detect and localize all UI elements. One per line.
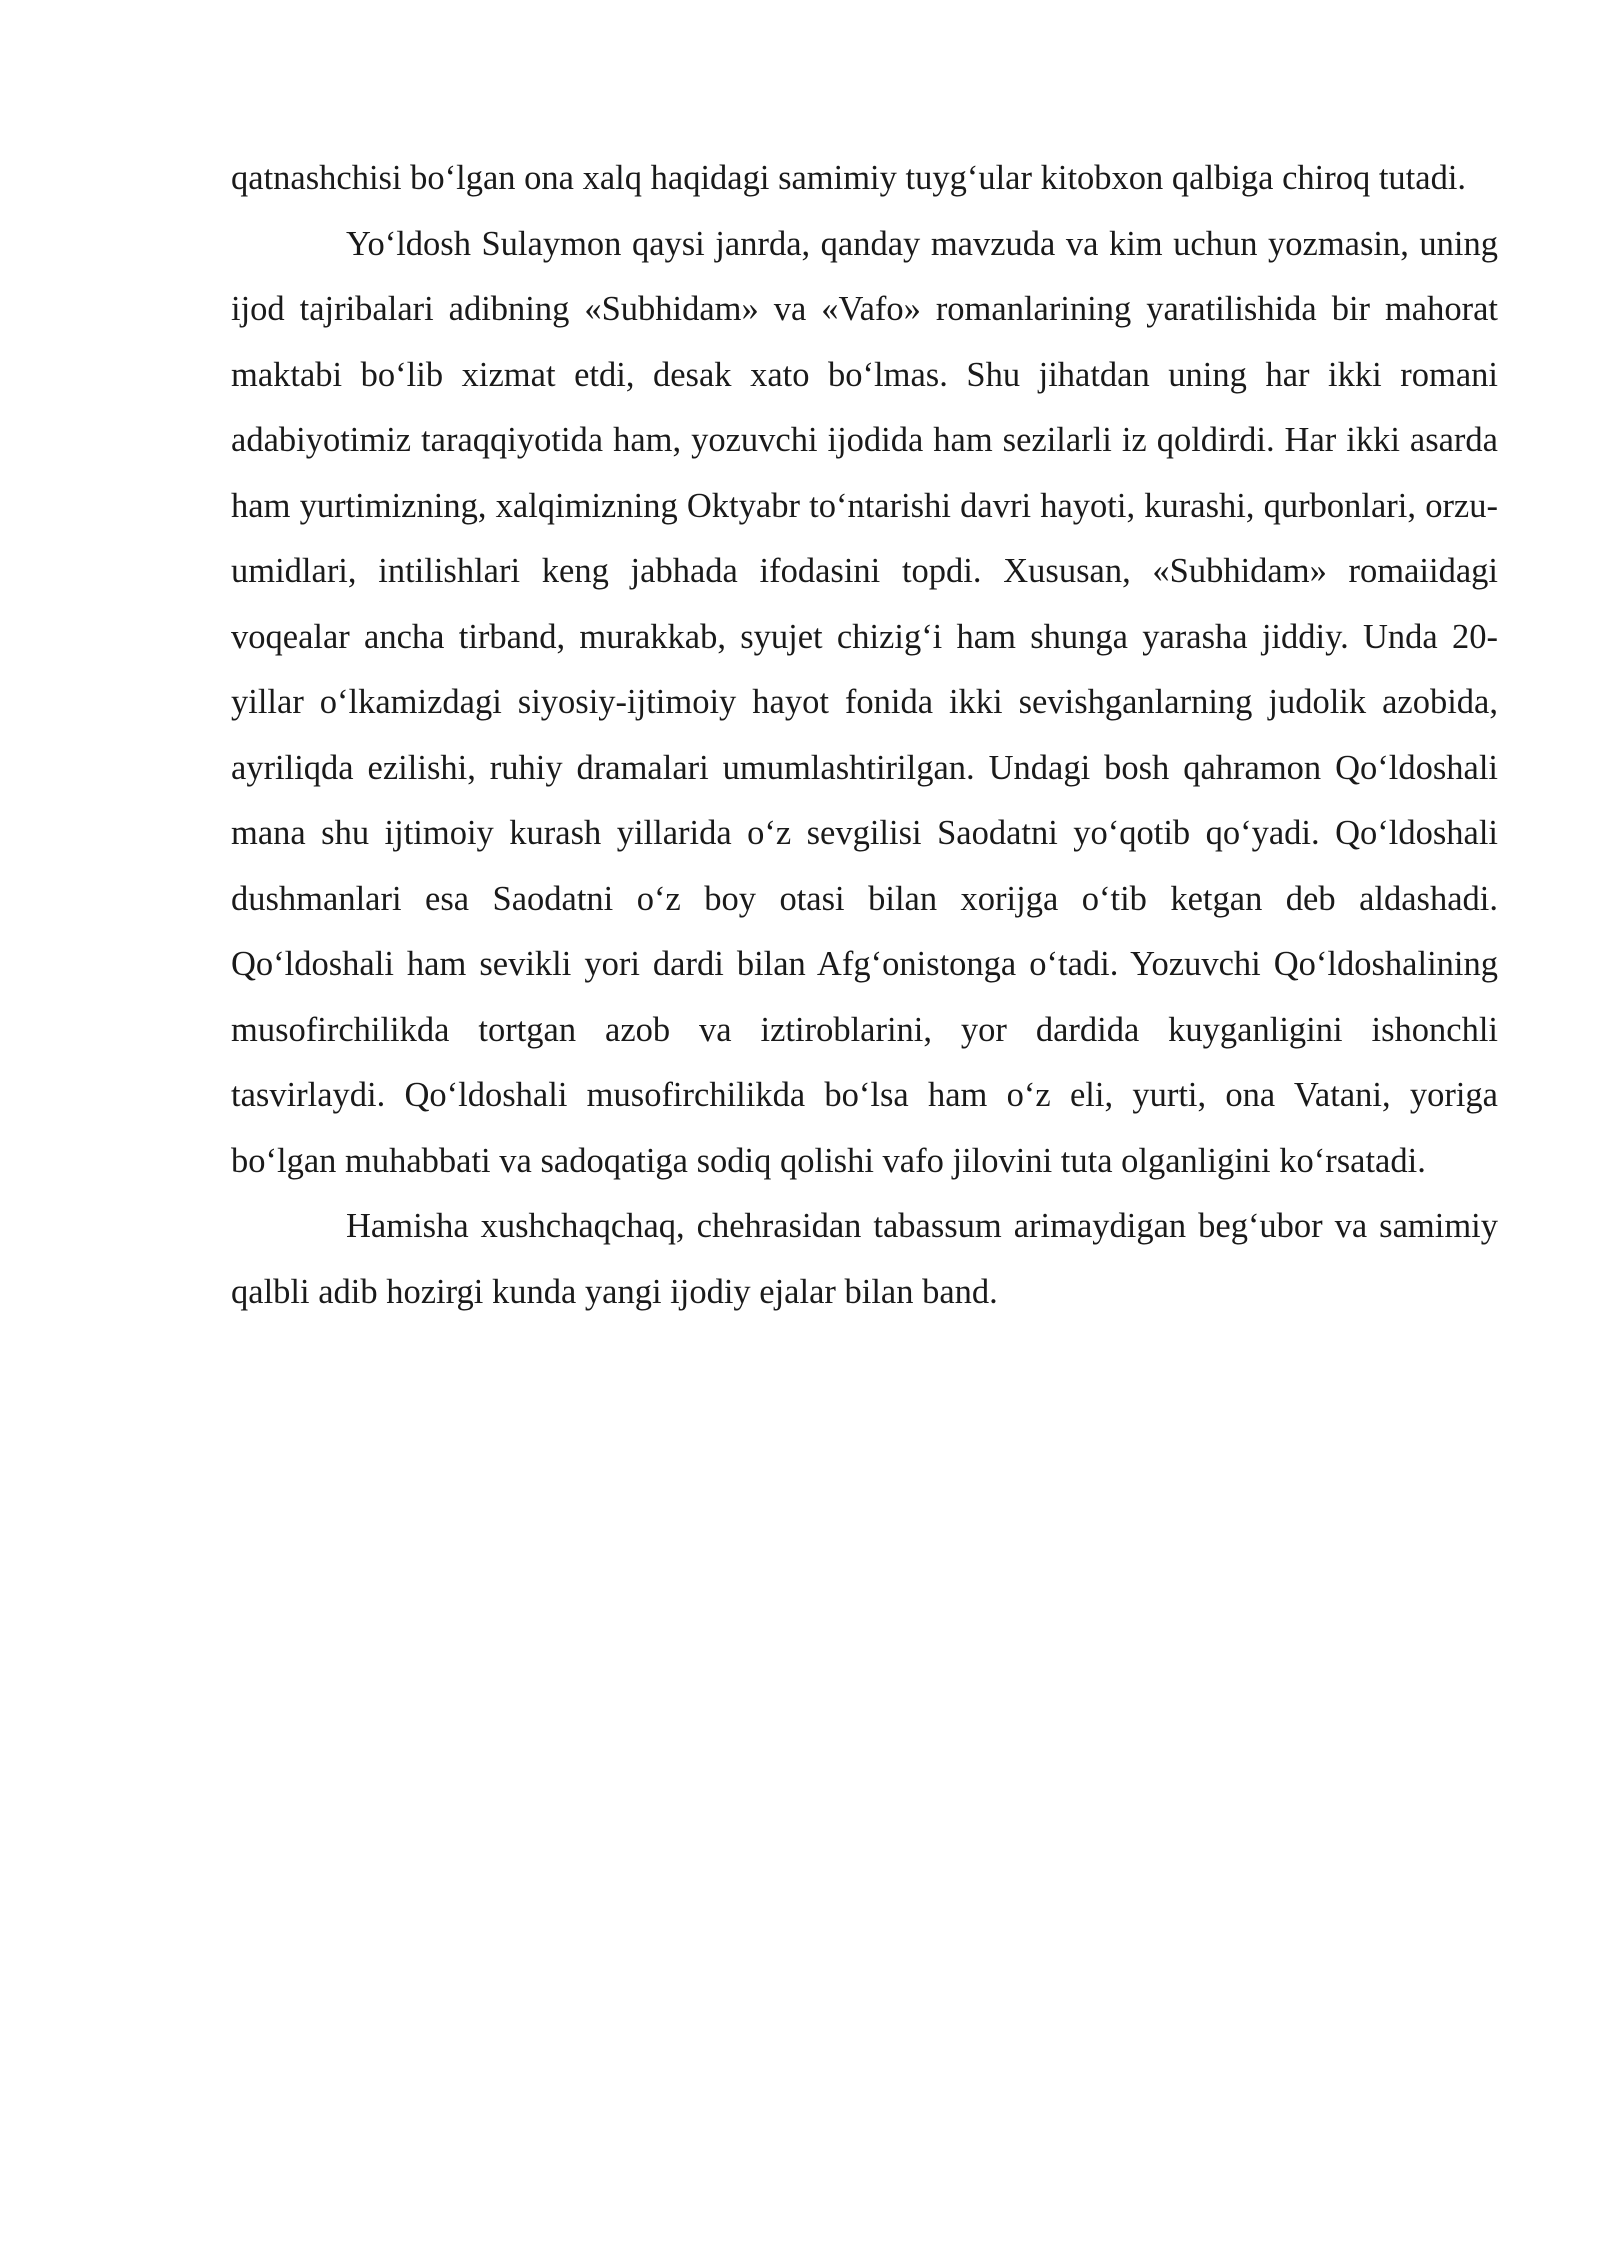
paragraph-continuation: qatnashchisi bo‘lgan ona xalq haqidagi samimiy tuyg‘ular kitobxon qalbiga chiroq tutadi. <box>231 159 1467 197</box>
document-body <box>231 146 1498 1325</box>
paragraph-closing: Hamisha xushchaqchaq, chehrasidan tabassum arimaydigan beg‘ubor va samimiy qalbli adib hozirgi kunda yangi ijodiy ejalar bilan band. <box>231 1207 1498 1311</box>
paragraph-yoldosh-sulaymon: Yo‘ldosh Sulaymon qaysi janrda, qanday mavzuda va kim uchun yozmasin, uning ijod tajribalari adibning «Subhidam» va «Vafo» romanlarining yaratilishida bir mahorat maktabi bo‘lib xizmat etdi, desak xato bo‘lmas. Shu jihatdan uning har ikki romani adabiyotimiz taraqqiyotida ham, yozuvchi ijodida ham sezilarli iz qoldirdi. Har ikki asarda ham yurtimizning, xalqimizning Oktyabr to‘ntarishi davri hayoti, kurashi, qurbonlari, orzu-umidlari, intilishlari keng jabhada ifodasini topdi. Xususan, «Subhidam» romaiidagi voqealar ancha tirband, murakkab, syujet chizig‘i ham shunga yarasha jiddiy. Unda 20-yillar o‘lkamizdagi siyosiy-ijtimoiy hayot fonida ikki sevishganlarning judolik azobida, ayriliqda ezilishi, ruhiy dramalari umumlashtirilgan. Undagi bosh qahramon Qo‘ldoshali mana shu ijtimoiy kurash yillarida o‘z sevgilisi Saodatni yo‘qotib qo‘yadi. Qo‘ldoshali dushmanlari esa Saodatni o‘z boy otasi bilan xorijga o‘tib ketgan deb aldashadi. Qo‘ldoshali ham sevikli yori dardi bilan Afg‘onistonga o‘tadi. Yozuvchi Qo‘ldoshalining musofirchilikda tortgan azob va iztiroblarini, yor dardida kuyganligini ishonchli tasvirlaydi. Qo‘ldoshali musofirchilikda bo‘lsa ham o‘z eli, yurti, ona Vatani, yoriga bo‘lgan muhabbati va sadoqatiga sodiq qolishi vafo jilovini tuta olganligini ko‘rsatadi. <box>231 224 1498 1180</box>
